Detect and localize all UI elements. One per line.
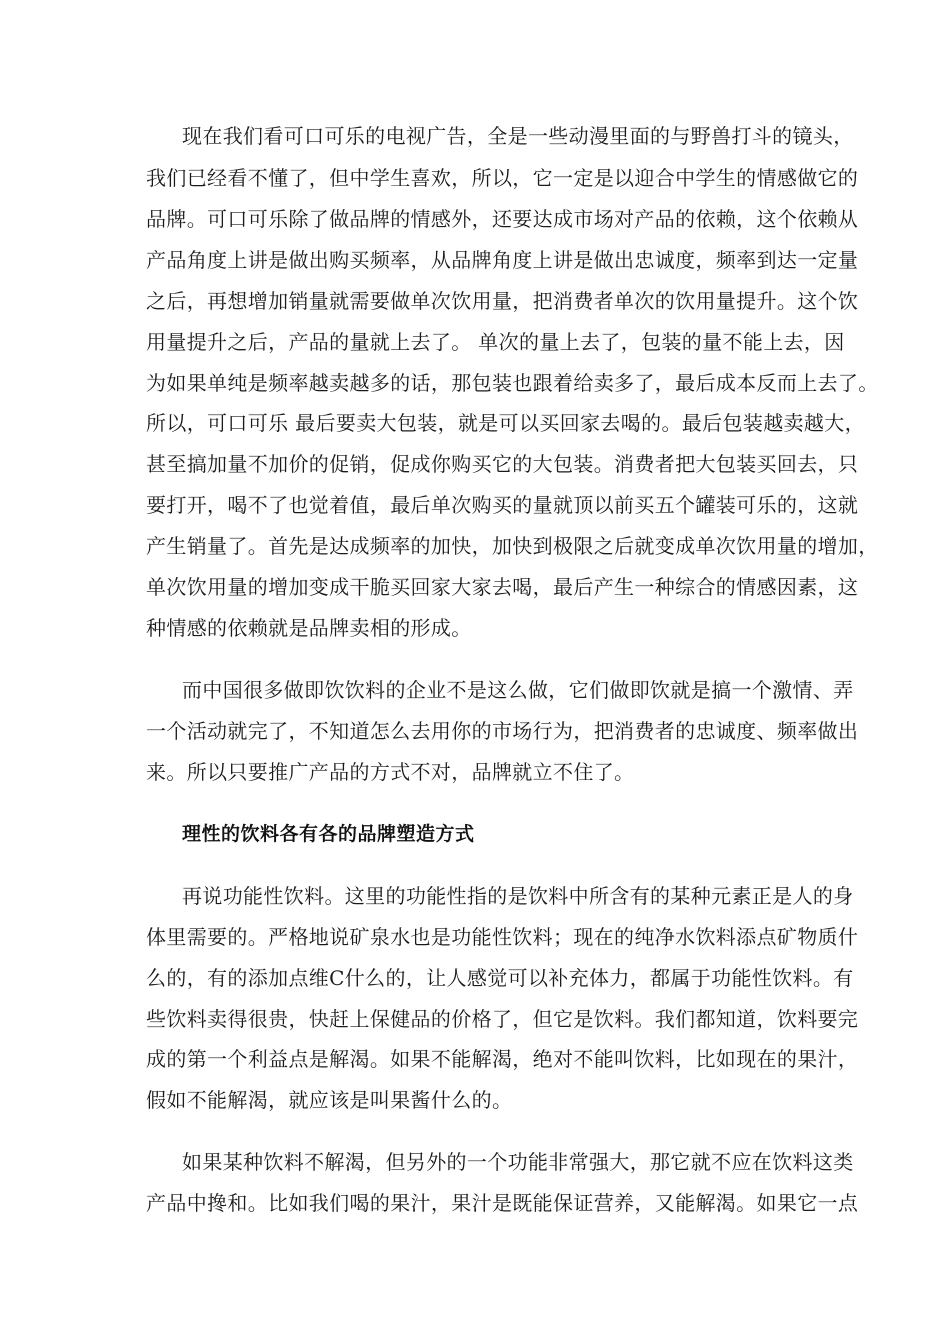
paragraph-line: 用量提升之后，产品的量就上去了。 单次的量上去了，包装的量不能上去，因 (146, 330, 845, 354)
paragraph-line: 单次饮用量的增加变成干脆买回家大家去喝，最后产生一种综合的情感因素，这 (146, 575, 859, 599)
paragraph-line: 所以，可口可乐 最后要卖大包装，就是可以买回家去喝的。最后包装越卖越大， (146, 411, 865, 435)
paragraph-line: 产品角度上讲是做出购买频率，从品牌角度上讲是做出忠诚度，频率到达一定量 (146, 248, 859, 272)
paragraph-line: 品牌。可口可乐除了做品牌的情感外，还要达成市场对产品的依赖，这个依赖从 (146, 207, 859, 231)
paragraph-line: 如果某种饮料不解渴，但另外的一个功能非常强大，那它就不应在饮料这类 (182, 1150, 854, 1174)
paragraph-line: 假如不能解渴，就应该是叫果酱什么的。 (146, 1088, 513, 1112)
paragraph-line: 而中国很多做即饮饮料的企业不是这么做，它们做即饮就是搞一个激情、弄 (182, 678, 854, 702)
paragraph-line: 产品中搀和。比如我们喝的果汁，果汁是既能保证营养，又能解渴。如果它一点 (146, 1191, 859, 1215)
paragraph-line: 要打开，喝不了也觉着值，最后单次购买的量就顶以前买五个罐装可乐的，这就 (146, 493, 859, 517)
paragraph-line: 来。所以只要推广产品的方式不对，品牌就立不住了。 (146, 760, 635, 784)
section-heading: 理性的饮料各有各的品牌塑造方式 (182, 823, 475, 845)
paragraph-line: 甚至搞加量不加价的促销，促成你购买它的大包装。消费者把大包装买回去，只 (146, 452, 859, 476)
paragraph-line: 种情感的依赖就是品牌卖相的形成。 (146, 616, 472, 640)
paragraph-line: 为如果单纯是频率越卖越多的话，那包装也跟着给卖多了，最后成本反而上去了。 (146, 371, 879, 395)
paragraph-line: 现在我们看可口可乐的电视广告，全是一些动漫里面的与野兽打斗的镜头， (182, 124, 854, 148)
paragraph-line: 么的，有的添加点维C什么的，让人感觉可以补充体力，都属于功能性饮料。有 (146, 966, 854, 990)
paragraph-line: 产生销量了。首先是达成频率的加快，加快到极限之后就变成单次饮用量的增加， (146, 534, 879, 558)
paragraph-line: 成的第一个利益点是解渴。如果不能解渴，绝对不能叫饮料，比如现在的果汁， (146, 1047, 859, 1071)
paragraph-line: 再说功能性饮料。这里的功能性指的是饮料中所含有的某种元素正是人的身 (182, 884, 854, 908)
paragraph-line: 些饮料卖得很贵，快赶上保健品的价格了，但它是饮料。我们都知道，饮料要完 (146, 1007, 859, 1031)
paragraph-line: 之后，再想增加销量就需要做单次饮用量，把消费者单次的饮用量提升。这个饮 (146, 289, 859, 313)
paragraph-line: 体里需要的。严格地说矿泉水也是功能性饮料；现在的纯净水饮料添点矿物质什 (146, 925, 859, 949)
paragraph-line: 一个活动就完了，不知道怎么去用你的市场行为，把消费者的忠诚度、频率做出 (146, 719, 859, 743)
paragraph-line: 我们已经看不懂了，但中学生喜欢，所以，它一定是以迎合中学生的情感做它的 (146, 166, 859, 190)
